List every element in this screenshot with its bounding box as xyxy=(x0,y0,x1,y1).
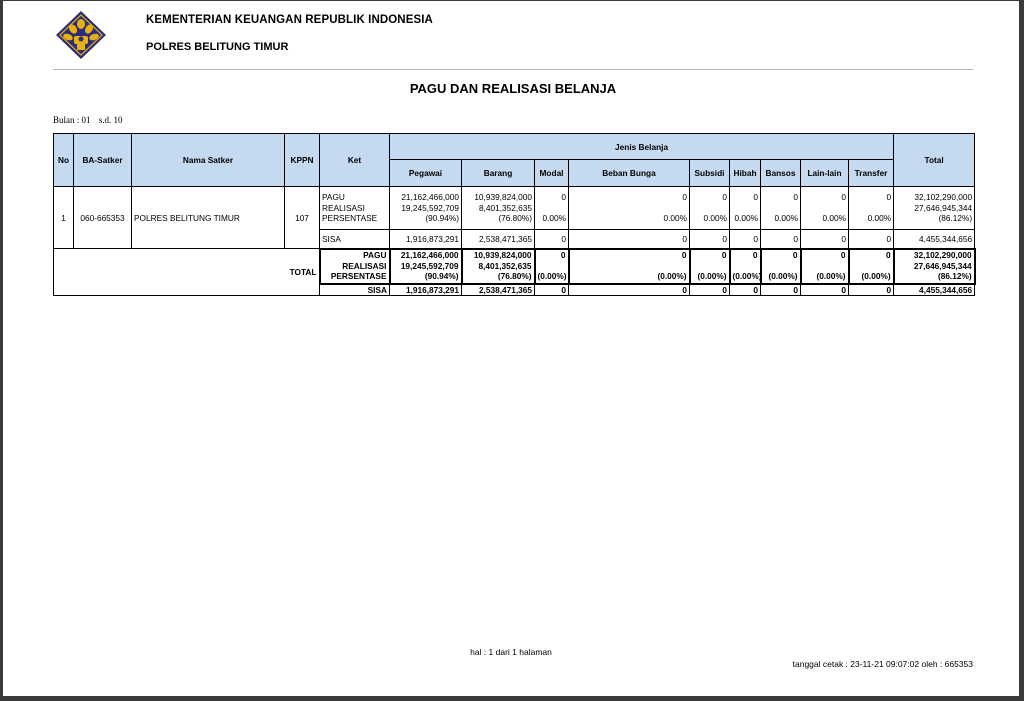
subsidi-persentase: 0.00% xyxy=(703,213,727,224)
col-lain-lain: Lain-lain xyxy=(801,160,849,187)
barang-realisasi: 8,401,352,635 xyxy=(478,202,532,213)
tot-subsidi-pagu: 0 xyxy=(721,250,727,261)
tot-lain-lain-pagu: 0 xyxy=(840,250,846,261)
tot-cell-lain-lain xyxy=(801,249,849,284)
tot-beban-bunga-persentase: (0.00%) xyxy=(657,271,687,282)
col-ket: Ket xyxy=(320,134,390,187)
hibah-sisa: 0 xyxy=(730,230,761,249)
page-number: hal : 1 dari 1 halaman xyxy=(470,647,552,657)
modal-persentase: 0.00% xyxy=(542,213,566,224)
kemenkeu-logo-icon xyxy=(55,10,107,60)
tot-transfer-sisa: 0 xyxy=(849,284,894,296)
cell-ba-satker: 060-665353 xyxy=(74,187,132,249)
pegawai-pagu: 21,162,466,000 xyxy=(401,192,459,203)
tot-transfer-pagu: 0 xyxy=(885,250,891,261)
tot-bansos-persentase: (0.00%) xyxy=(768,271,798,282)
barang-pagu: 10,939,824,000 xyxy=(474,192,532,203)
tot-barang-sisa: 2,538,471,365 xyxy=(462,284,535,296)
cell-total xyxy=(894,187,975,230)
ket-sisa: SISA xyxy=(320,230,390,249)
tot-cell-ket xyxy=(320,249,390,284)
tot-barang-realisasi: 8,401,352,635 xyxy=(478,260,532,271)
tot-cell-pegawai xyxy=(390,249,462,284)
col-barang: Barang xyxy=(462,160,535,187)
tot-hibah-persentase: (0.00%) xyxy=(732,271,762,282)
report-page xyxy=(3,1,1019,696)
lain-lain-pagu: 0 xyxy=(841,192,846,203)
ket-pagu: PAGU xyxy=(322,192,345,203)
total-sisa: 4,455,344,656 xyxy=(894,230,975,249)
tot-barang-pagu: 10,939,824,000 xyxy=(473,250,532,261)
tot-cell-bansos xyxy=(761,249,801,284)
tot-total-pagu: 32,102,290,000 xyxy=(913,250,972,261)
beban-bunga-pagu: 0 xyxy=(682,192,687,203)
pegawai-persentase: (90.94%) xyxy=(425,213,459,224)
tot-cell-total xyxy=(894,249,975,284)
tot-modal-persentase: (0.00%) xyxy=(537,271,567,282)
col-modal: Modal xyxy=(535,160,569,187)
tot-lain-lain-sisa: 0 xyxy=(801,284,849,296)
tot-bansos-sisa: 0 xyxy=(761,284,801,296)
tot-cell-modal xyxy=(535,249,569,284)
modal-sisa: 0 xyxy=(535,230,569,249)
header-row xyxy=(54,134,975,160)
pegawai-sisa: 1,916,873,291 xyxy=(390,230,462,249)
bansos-sisa: 0 xyxy=(761,230,801,249)
tot-hibah-sisa: 0 xyxy=(730,284,761,296)
total-label: TOTAL xyxy=(54,249,320,296)
tot-pegawai-sisa: 1,916,873,291 xyxy=(390,284,462,296)
bansos-persentase: 0.00% xyxy=(774,213,798,224)
col-transfer: Transfer xyxy=(849,160,894,187)
transfer-sisa: 0 xyxy=(849,230,894,249)
tot-bansos-pagu: 0 xyxy=(792,250,798,261)
beban-bunga-sisa: 0 xyxy=(569,230,690,249)
lain-lain-sisa: 0 xyxy=(801,230,849,249)
tot-ket-sisa: SISA xyxy=(320,284,390,296)
tot-modal-sisa: 0 xyxy=(535,284,569,296)
tot-lain-lain-persentase: (0.00%) xyxy=(816,271,846,282)
report-title: PAGU DAN REALISASI BELANJA xyxy=(409,81,617,96)
tot-subsidi-sisa: 0 xyxy=(690,284,730,296)
tot-pegawai-persentase: (90.94%) xyxy=(424,271,459,282)
cell-ket xyxy=(320,187,390,230)
ministry-name: KEMENTERIAN KEUANGAN REPUBLIK INDONESIA xyxy=(146,14,433,26)
barang-sisa: 2,538,471,365 xyxy=(462,230,535,249)
total-persentase: (86.12%) xyxy=(938,213,973,224)
hibah-pagu: 0 xyxy=(753,192,758,203)
tot-ket-realisasi: REALISASI xyxy=(342,260,387,271)
tot-subsidi-persentase: (0.00%) xyxy=(697,271,727,282)
cell-no: 1 xyxy=(54,187,74,249)
transfer-pagu: 0 xyxy=(886,192,892,203)
hibah-persentase: 0.00% xyxy=(734,213,758,224)
col-kppn: KPPN xyxy=(285,134,320,187)
pegawai-realisasi: 19,245,592,709 xyxy=(401,202,459,213)
budget-table xyxy=(53,133,976,296)
ket-persentase: PERSENTASE xyxy=(322,213,378,224)
modal-pagu: 0 xyxy=(561,192,566,203)
ket-realisasi: REALISASI xyxy=(322,202,365,213)
cell-transfer xyxy=(849,187,894,230)
tot-ket-pagu: PAGU xyxy=(363,250,387,261)
col-hibah: Hibah xyxy=(730,160,761,187)
tot-ket-persentase: PERSENTASE xyxy=(330,271,387,282)
cell-beban-bunga xyxy=(569,187,690,230)
tot-cell-barang xyxy=(462,249,535,284)
barang-persentase: (76.80%) xyxy=(498,213,532,224)
cell-lain-lain xyxy=(801,187,849,230)
period-info xyxy=(53,115,129,125)
col-jenis-belanja: Jenis Belanja xyxy=(390,134,894,160)
cell-nama-satker: POLRES BELITUNG TIMUR xyxy=(132,187,285,249)
total-pagu: 32,102,290,000 xyxy=(914,192,973,203)
tot-cell-hibah xyxy=(730,249,761,284)
cell-pegawai xyxy=(390,187,462,230)
tot-beban-bunga-pagu: 0 xyxy=(681,250,687,261)
tot-beban-bunga-sisa: 0 xyxy=(569,284,690,296)
tot-pegawai-pagu: 21,162,466,000 xyxy=(400,250,459,261)
period-from: Bulan : 01 xyxy=(53,115,91,125)
cell-hibah xyxy=(730,187,761,230)
tot-modal-pagu: 0 xyxy=(560,250,566,261)
tot-total-persentase: (86.12%) xyxy=(937,271,972,282)
beban-bunga-persentase: 0.00% xyxy=(663,213,687,224)
tot-hibah-pagu: 0 xyxy=(752,250,758,261)
col-pegawai: Pegawai xyxy=(390,160,462,187)
cell-bansos xyxy=(761,187,801,230)
tot-cell-beban-bunga xyxy=(569,249,690,284)
subsidi-pagu: 0 xyxy=(722,192,727,203)
tot-cell-transfer xyxy=(849,249,894,284)
table-row xyxy=(54,187,975,230)
cell-modal xyxy=(535,187,569,230)
cell-kppn: 107 xyxy=(285,187,320,249)
total-row xyxy=(54,249,975,284)
col-no: No xyxy=(54,134,74,187)
col-ba-satker: BA-Satker xyxy=(74,134,132,187)
tot-total-sisa: 4,455,344,656 xyxy=(894,284,975,296)
cell-barang xyxy=(462,187,535,230)
tot-barang-persentase: (76.80%) xyxy=(497,271,532,282)
subsidi-sisa: 0 xyxy=(690,230,730,249)
print-timestamp: tanggal cetak : 23-11-21 09:07:02 oleh : 665353 xyxy=(792,659,973,669)
bansos-pagu: 0 xyxy=(793,192,798,203)
tot-pegawai-realisasi: 19,245,592,709 xyxy=(400,260,459,271)
col-nama-satker: Nama Satker xyxy=(132,134,285,187)
tot-cell-subsidi xyxy=(690,249,730,284)
lain-lain-persentase: 0.00% xyxy=(822,213,846,224)
col-total: Total xyxy=(894,134,975,187)
tot-total-realisasi: 27,646,945,344 xyxy=(913,260,972,271)
tot-transfer-persentase: (0.00%) xyxy=(861,271,891,282)
period-to: s.d. 10 xyxy=(98,115,123,125)
header-divider xyxy=(53,69,973,70)
total-realisasi: 27,646,945,344 xyxy=(914,202,973,213)
col-subsidi: Subsidi xyxy=(690,160,730,187)
col-bansos: Bansos xyxy=(761,160,801,187)
cell-subsidi xyxy=(690,187,730,230)
transfer-persentase: 0.00% xyxy=(867,213,892,224)
col-beban-bunga: Beban Bunga xyxy=(569,160,690,187)
office-name: POLRES BELITUNG TIMUR xyxy=(146,41,289,53)
